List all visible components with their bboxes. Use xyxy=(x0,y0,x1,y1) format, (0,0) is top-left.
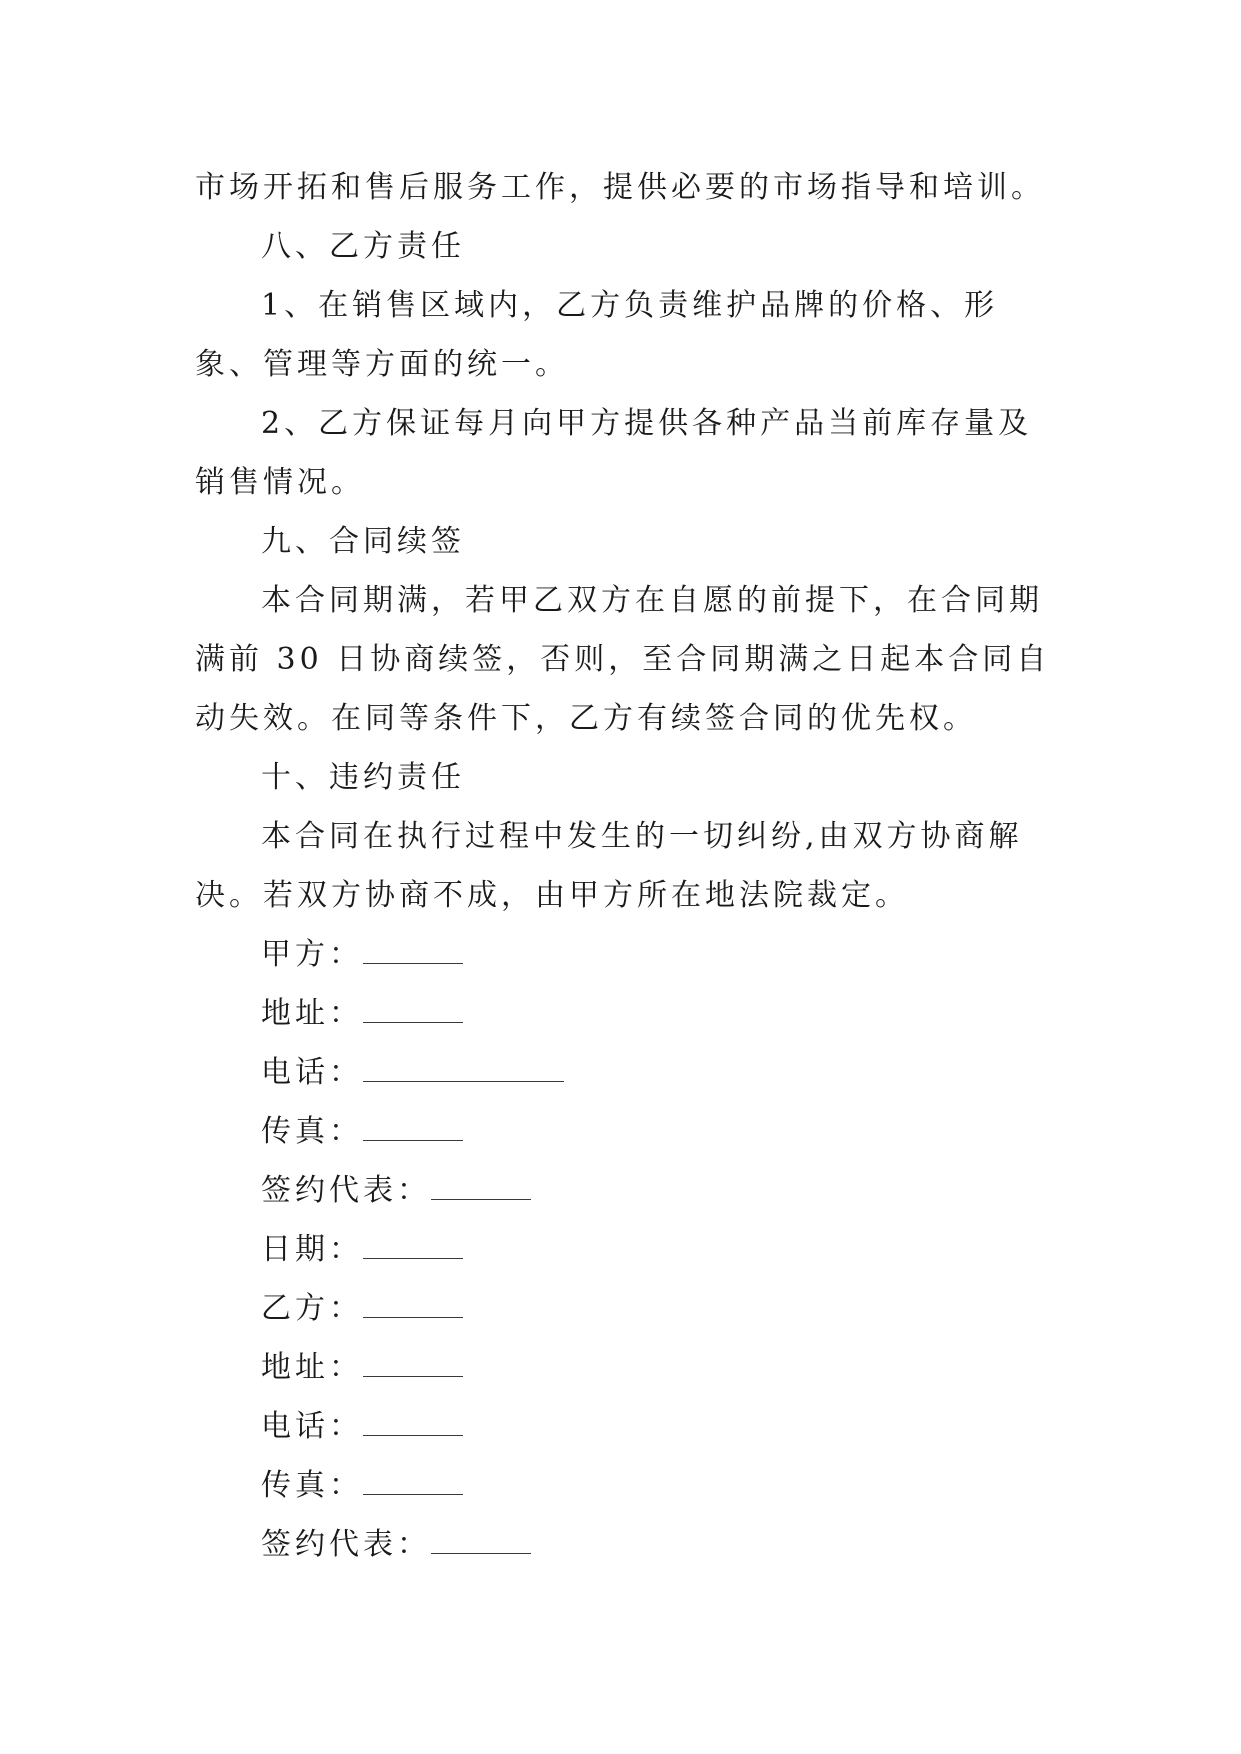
field-label: 传真： xyxy=(261,1468,363,1503)
field-label: 签约代表： xyxy=(261,1173,431,1208)
section-heading-breach-liability: 十、违约责任 xyxy=(261,760,465,795)
field-label: 日期： xyxy=(261,1232,363,1267)
party-a-name-field xyxy=(195,925,1057,984)
party-b-phone-field xyxy=(195,1397,1057,1456)
fill-in-blank xyxy=(363,935,463,964)
fill-in-blank xyxy=(363,1230,463,1259)
fill-in-blank xyxy=(363,1053,564,1082)
fill-in-blank xyxy=(363,1348,463,1377)
party-a-date-field xyxy=(195,1220,1057,1279)
field-label: 地址： xyxy=(261,1350,363,1385)
party-b-name-field xyxy=(195,1279,1057,1338)
section-heading-contract-renewal: 九、合同续签 xyxy=(261,524,465,559)
section-heading-party-b-duties: 八、乙方责任 xyxy=(261,229,465,264)
party-b-fax-field xyxy=(195,1456,1057,1515)
document-body xyxy=(195,158,1057,1574)
fill-in-blank xyxy=(431,1525,531,1554)
paragraph-brand-maintenance: 1、在销售区域内，乙方负责维护品牌的价格、形象、管理等方面的统一。 xyxy=(195,288,999,382)
field-label: 甲方： xyxy=(261,937,363,972)
fill-in-blank xyxy=(363,1112,463,1141)
fill-in-blank xyxy=(363,994,463,1023)
field-label: 签约代表： xyxy=(261,1527,431,1562)
field-label: 电话： xyxy=(261,1409,363,1444)
field-label: 电话： xyxy=(261,1055,363,1090)
party-a-address-field xyxy=(195,984,1057,1043)
paragraph-renewal-terms: 本合同期满，若甲乙双方在自愿的前提下，在合同期满前 30 日协商续签，否则，至合同期满之日起本合同自动失效。在同等条件下，乙方有续签合同的优先权。 xyxy=(195,583,1051,736)
fill-in-blank xyxy=(363,1289,463,1318)
party-b-representative-field xyxy=(195,1515,1057,1574)
paragraph-market-service: 市场开拓和售后服务工作，提供必要的市场指导和培训。 xyxy=(195,170,1045,205)
party-a-representative-field xyxy=(195,1161,1057,1220)
party-b-address-field xyxy=(195,1338,1057,1397)
party-a-fax-field xyxy=(195,1102,1057,1161)
fill-in-blank xyxy=(363,1407,463,1436)
party-a-phone-field xyxy=(195,1043,1057,1102)
field-label: 地址： xyxy=(261,996,363,1031)
fill-in-blank xyxy=(363,1466,463,1495)
paragraph-dispute-resolution: 本合同在执行过程中发生的一切纠纷,由双方协商解决。若双方协商不成，由甲方所在地法院裁定。 xyxy=(195,819,1023,913)
field-label: 乙方： xyxy=(261,1291,363,1326)
field-label: 传真： xyxy=(261,1114,363,1149)
fill-in-blank xyxy=(431,1171,531,1200)
paragraph-inventory-report: 2、乙方保证每月向甲方提供各种产品当前库存量及销售情况。 xyxy=(195,406,1033,500)
